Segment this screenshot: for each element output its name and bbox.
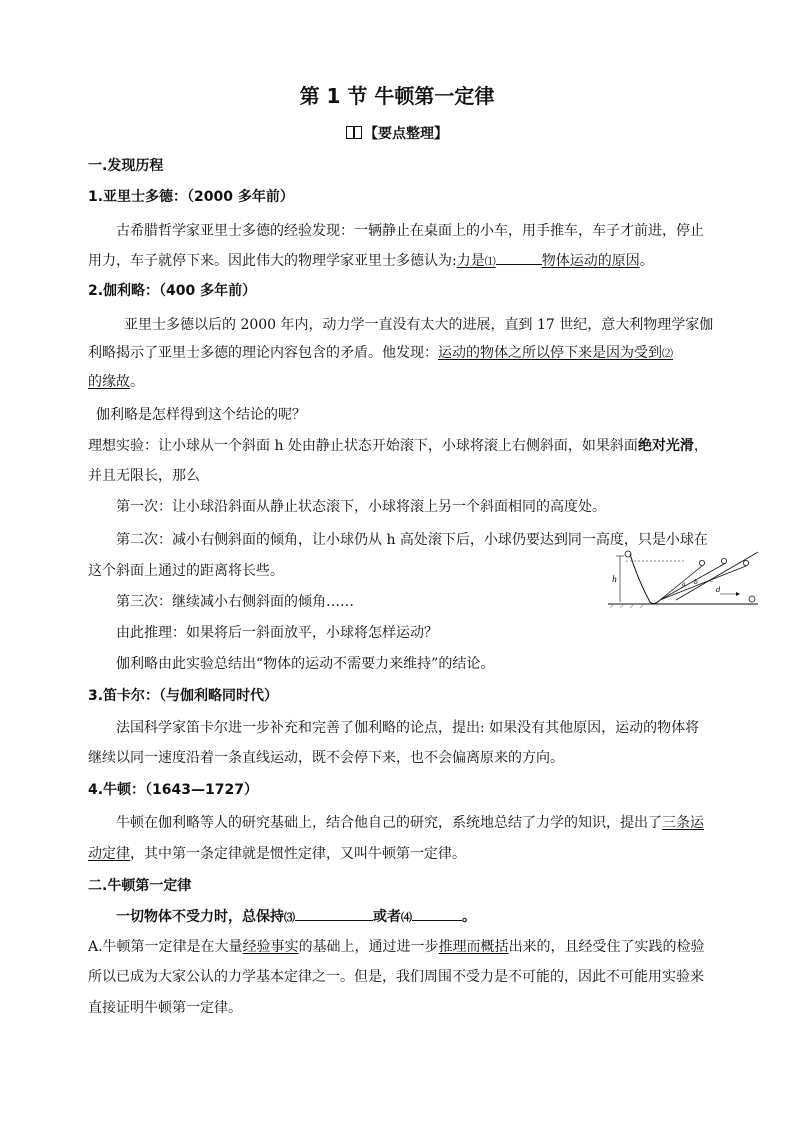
period: 。	[462, 909, 476, 925]
aristotle-underlined-a: 力是	[456, 253, 485, 269]
note-text: A.牛顿第一定律是在大量	[88, 939, 243, 955]
label-a: a	[682, 581, 686, 588]
label-h: h	[612, 575, 618, 584]
page-title: 第 1 节 牛顿第一定律	[299, 84, 495, 108]
left-slope	[630, 554, 660, 604]
galileo-text: 利略揭示了亚里士多德的理论内容包含的矛盾。他发现：	[88, 345, 438, 361]
galileo-underlined: 运动的物体之所以停下来是因为受到	[438, 345, 662, 361]
note-a-line2: 所以已成为大家公认的力学基本定律之一。但是，我们周围不受力是不可能的，因此不可能用实验来	[88, 969, 704, 985]
heading-first-law: 二.牛顿第一定律	[88, 878, 192, 894]
newton-underlined: 三条运	[662, 815, 704, 831]
ideal-experiment-line1	[88, 436, 708, 456]
blank-1-number: ⑴	[484, 255, 496, 268]
heading-newton: 4.牛顿：（1643—1727）	[88, 782, 258, 798]
blank-4-number: ⑷	[401, 911, 412, 924]
blank-2-number: ⑵	[662, 347, 673, 360]
second-trial-line1: 第二次：减小右侧斜面的倾角，让小球仍从 h 高处滚下后，小球仍要达到同一高度，只是小球在	[116, 532, 708, 548]
descartes-line1: 法国科学家笛卡尔进一步补充和完善了伽利略的论点，提出: 如果没有其他原因，运动的物体将	[116, 720, 700, 736]
note-text-3: 出来的，且经受住了实践的检验	[508, 939, 705, 955]
note-a-line3: 直接证明牛顿第一定律。	[88, 1000, 242, 1016]
book-icon	[346, 126, 362, 139]
galileo-paragraph-line2	[88, 343, 673, 364]
note-text-2: 的基础上，通过进一步	[298, 939, 439, 955]
ideal-experiment-line2: 并且无限长，那么	[88, 468, 200, 484]
note-underlined-1: 经验事实	[242, 939, 299, 955]
aristotle-paragraph-line2	[88, 250, 654, 272]
first-trial: 第一次：让小球沿斜面从静止状态滚下，小球将滚上另一个斜面相同的高度处。	[116, 499, 606, 515]
second-trial-line2: 这个斜面上通过的距离将长些。	[88, 563, 284, 579]
ideal-bold: 绝对光滑	[637, 438, 694, 454]
descartes-line2: 继续以同一速度沿着一条直线运动，既不会停下来，也不会偏离原来的方向。	[88, 750, 564, 766]
heading-descartes: 3.笛卡尔：（与伽利略同时代）	[88, 688, 279, 704]
blank-3-number: ⑶	[284, 911, 295, 924]
period: 。	[130, 374, 144, 390]
slope-c	[660, 566, 746, 600]
slope-b	[660, 564, 724, 600]
ball-d	[749, 596, 755, 602]
blank-1[interactable]	[496, 250, 542, 265]
label-b: b	[694, 579, 698, 586]
aristotle-text: 用力，车子就停下来。因此伟大的物理学家亚里士多德认为:	[88, 253, 457, 269]
newton-text-2: ，其中第一条定律就是惯性定律，又叫牛顿第一定律。	[130, 846, 466, 862]
first-law-statement	[116, 906, 476, 928]
law-or: 或者	[373, 909, 401, 925]
period: 。	[639, 253, 654, 269]
section-header	[0, 124, 794, 144]
heading-discovery: 一.发现历程	[88, 158, 164, 174]
heading-galileo: 2.伽利略：（400 多年前）	[88, 283, 257, 299]
ball-c	[743, 560, 748, 565]
heading-aristotle: 1.亚里士多德：（2000 多年前）	[88, 189, 294, 205]
label-d: d	[716, 586, 721, 594]
galileo-conclusion: 伽利略由此实验总结出“物体的运动不需要力来维持”的结论。	[116, 656, 495, 672]
newton-underlined-2: 动定律	[88, 846, 130, 862]
ideal-text: 理想实验：让小球从一个斜面 h 处由静止状态开始滚下，小球将滚上右侧斜面，如果斜面	[88, 438, 638, 454]
galileo-paragraph-line3	[88, 372, 144, 392]
note-a-line1	[88, 937, 705, 957]
label-c: c	[710, 577, 714, 584]
law-text: 一切物体不受力时，总保持	[116, 909, 284, 925]
ball-b	[721, 558, 726, 563]
newton-text: 牛顿在伽利略等人的研究基础上，结合他自己的研究，系统地总结了力学的知识，提出了	[116, 815, 662, 831]
comma: ，	[693, 438, 708, 454]
ball-a	[699, 560, 704, 565]
section-header-text: 【要点整理】	[364, 126, 448, 142]
inclined-plane-diagram	[606, 550, 758, 612]
note-underlined-2: 推理而概括	[438, 939, 509, 955]
ground-hatching	[610, 604, 644, 608]
third-trial: 第三次：继续减小右侧斜面的倾角……	[116, 594, 354, 610]
inference: 由此推理：如果将后一斜面放平，小球将怎样运动？	[116, 625, 438, 641]
galileo-underlined-2: 的缘故	[88, 374, 130, 390]
aristotle-paragraph-line1: 古希腊哲学家亚里士多德的经验发现：一辆静止在桌面上的小车，用手推车，车子才前进，停止	[116, 223, 704, 239]
newton-line1	[116, 813, 704, 833]
blank-4[interactable]	[412, 906, 462, 921]
aristotle-underlined-b: 物体运动的原因	[541, 253, 640, 269]
galileo-paragraph-line1: 亚里士多德以后的 2000 年内，动力学一直没有太大的进展，直到 17 世纪，意大利物理学家伽	[124, 317, 714, 333]
galileo-question: 伽利略是怎样得到这个结论的呢？	[96, 407, 306, 423]
newton-line2	[88, 844, 466, 864]
blank-3[interactable]	[295, 906, 373, 921]
